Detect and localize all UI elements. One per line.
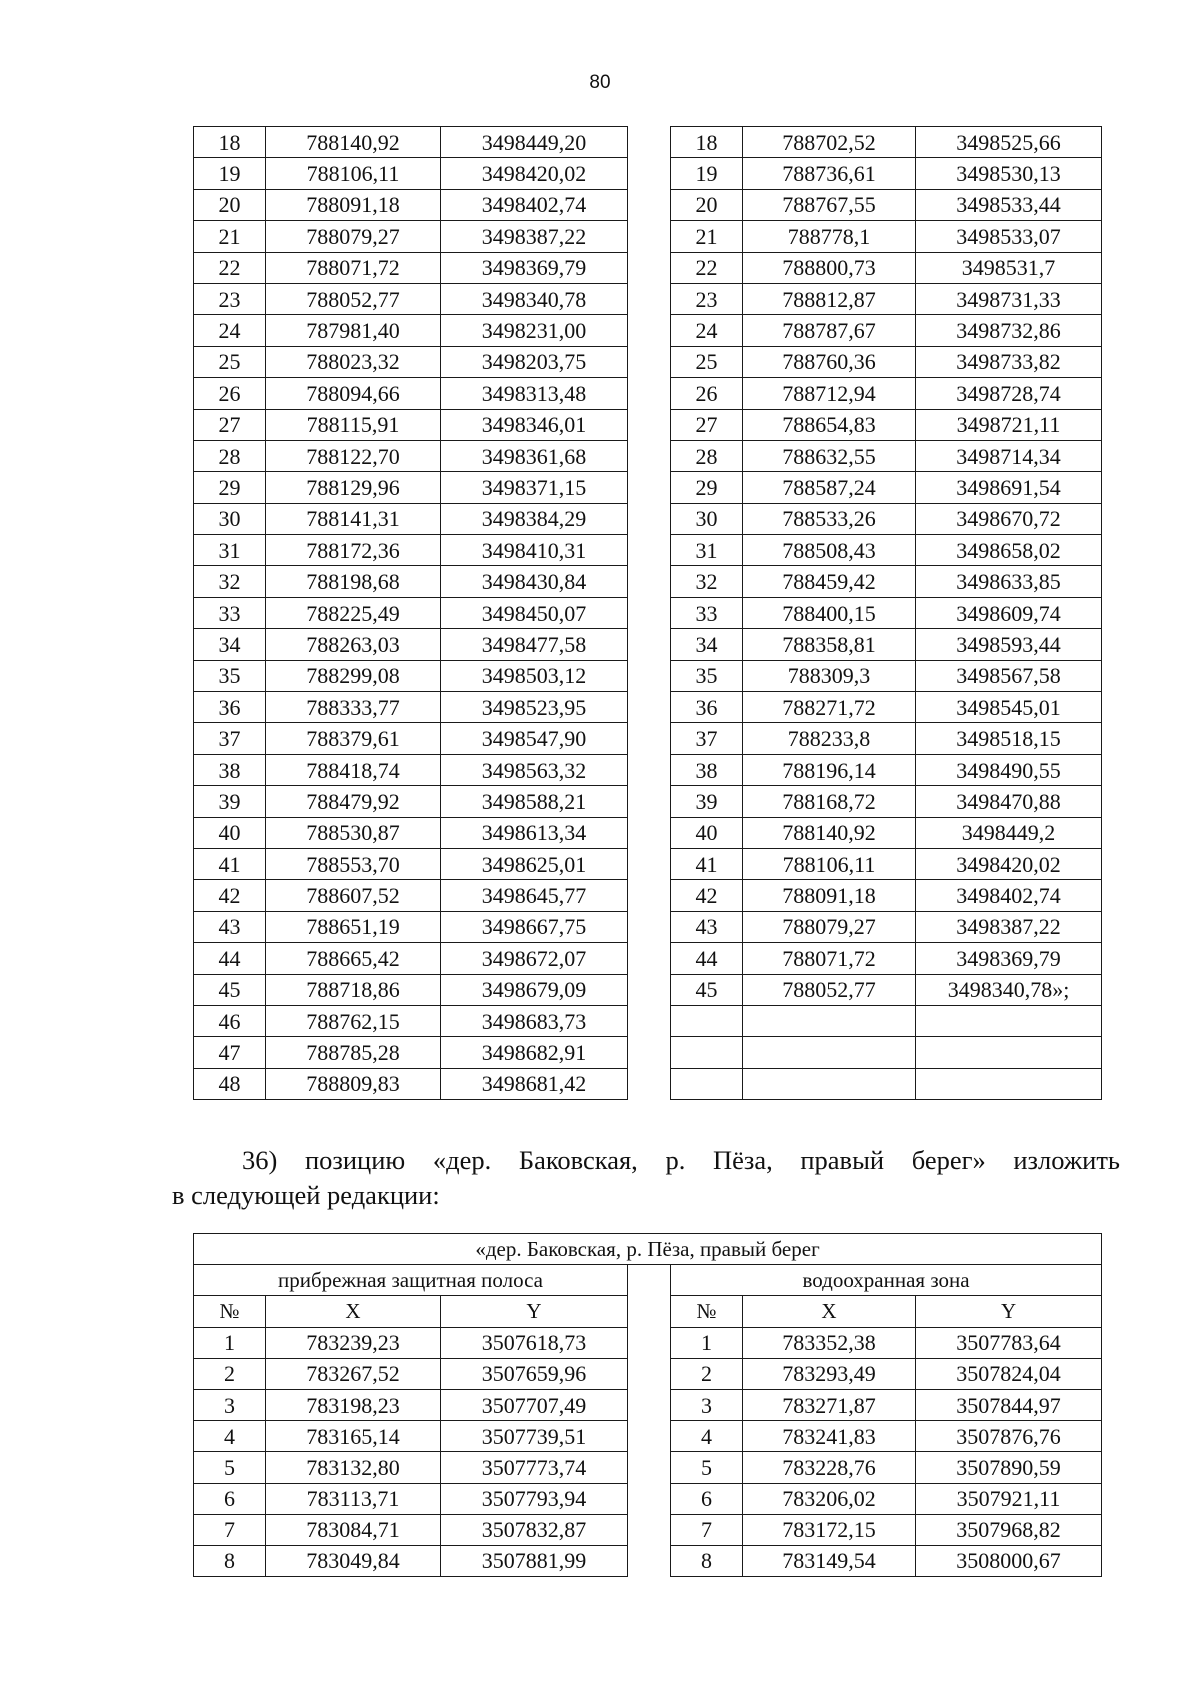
column-header-y: Y (441, 1296, 628, 1327)
left-coord-y-cell: 3498402,74 (441, 189, 628, 220)
right-point-number-cell (671, 1037, 743, 1068)
right-coord-x-cell: 788140,92 (743, 817, 916, 848)
left-point-number-cell: 47 (194, 1037, 266, 1068)
right-coord-x-cell: 788459,42 (743, 566, 916, 597)
right-coord-y-cell: 3498728,74 (916, 378, 1102, 409)
page-number: 80 (589, 72, 611, 93)
left-coord-x-cell: 788129,96 (266, 472, 441, 503)
left-point-number-cell: 41 (194, 848, 266, 879)
right-point-number-cell (671, 1005, 743, 1036)
left-coord-x-cell: 788762,15 (266, 1005, 441, 1036)
right-point-number-cell: 18 (671, 127, 743, 158)
right-coord-x-cell: 788654,83 (743, 409, 916, 440)
left-coord-x-cell: 783132,80 (266, 1452, 441, 1483)
column-header-number: № (194, 1296, 266, 1327)
column-header-x: X (743, 1296, 916, 1327)
right-point-number-cell: 34 (671, 629, 743, 660)
left-point-number-cell: 8 (194, 1545, 266, 1576)
right-coord-x-cell: 783206,02 (743, 1483, 916, 1514)
right-coord-y-cell: 3498420,02 (916, 848, 1102, 879)
left-coord-x-cell: 788172,36 (266, 535, 441, 566)
right-coord-x-cell: 788071,72 (743, 943, 916, 974)
left-point-number-cell: 36 (194, 692, 266, 723)
left-coord-y-cell: 3498477,58 (441, 629, 628, 660)
right-coord-x-cell: 783228,76 (743, 1452, 916, 1483)
left-coord-x-cell: 788225,49 (266, 597, 441, 628)
left-point-number-cell: 4 (194, 1421, 266, 1452)
left-coord-x-cell: 788530,87 (266, 817, 441, 848)
left-coord-x-cell: 788299,08 (266, 660, 441, 691)
left-point-number-cell: 46 (194, 1005, 266, 1036)
right-coord-x-cell: 788091,18 (743, 880, 916, 911)
right-point-number-cell: 35 (671, 660, 743, 691)
left-point-number-cell: 7 (194, 1514, 266, 1545)
left-point-number-cell: 43 (194, 911, 266, 942)
right-point-number-cell: 21 (671, 221, 743, 252)
left-coord-y-cell: 3498625,01 (441, 848, 628, 879)
left-coord-x-cell: 788263,03 (266, 629, 441, 660)
right-coord-x-cell: 788052,77 (743, 974, 916, 1005)
left-coord-y-cell: 3498313,48 (441, 378, 628, 409)
right-coord-y-cell: 3498470,88 (916, 786, 1102, 817)
right-coord-x-cell: 788079,27 (743, 911, 916, 942)
left-coord-x-cell: 787981,40 (266, 315, 441, 346)
left-coord-y-cell: 3498369,79 (441, 252, 628, 283)
right-point-number-cell (671, 1068, 743, 1099)
right-point-number-cell: 4 (671, 1421, 743, 1452)
right-coord-x-cell: 783271,87 (743, 1389, 916, 1420)
right-coord-x-cell: 788533,26 (743, 503, 916, 534)
right-coord-x-cell: 788168,72 (743, 786, 916, 817)
left-coord-y-cell: 3498645,77 (441, 880, 628, 911)
right-point-number-cell: 44 (671, 943, 743, 974)
right-coord-x-cell: 783241,83 (743, 1421, 916, 1452)
coastal-protective-strip-header: прибрежная защитная полоса (194, 1265, 628, 1296)
right-point-number-cell: 8 (671, 1545, 743, 1576)
left-coord-y-cell: 3498203,75 (441, 346, 628, 377)
right-coord-y-cell: 3498387,22 (916, 911, 1102, 942)
left-point-number-cell: 25 (194, 346, 266, 377)
left-coord-y-cell: 3498667,75 (441, 911, 628, 942)
right-coord-x-cell: 788767,55 (743, 189, 916, 220)
right-coord-x-cell: 788800,73 (743, 252, 916, 283)
left-coord-x-cell: 788718,86 (266, 974, 441, 1005)
right-coord-y-cell (916, 1037, 1102, 1068)
right-coord-y-cell: 3498633,85 (916, 566, 1102, 597)
left-coord-y-cell: 3507881,99 (441, 1545, 628, 1576)
left-point-number-cell: 26 (194, 378, 266, 409)
left-coord-y-cell: 3507793,94 (441, 1483, 628, 1514)
right-coord-x-cell: 788787,67 (743, 315, 916, 346)
right-point-number-cell: 29 (671, 472, 743, 503)
right-point-number-cell: 3 (671, 1389, 743, 1420)
right-coord-x-cell: 783172,15 (743, 1514, 916, 1545)
left-coord-y-cell: 3507707,49 (441, 1389, 628, 1420)
right-coord-x-cell: 788632,55 (743, 440, 916, 471)
right-coord-x-cell: 783352,38 (743, 1327, 916, 1358)
left-coord-y-cell: 3498588,21 (441, 786, 628, 817)
left-coord-y-cell: 3498682,91 (441, 1037, 628, 1068)
column-header-y: Y (916, 1296, 1102, 1327)
right-coord-y-cell: 3498732,86 (916, 315, 1102, 346)
left-point-number-cell: 19 (194, 158, 266, 189)
left-coord-x-cell: 783239,23 (266, 1327, 441, 1358)
left-coord-x-cell: 788553,70 (266, 848, 441, 879)
left-point-number-cell: 45 (194, 974, 266, 1005)
left-coord-x-cell: 788785,28 (266, 1037, 441, 1068)
left-point-number-cell: 32 (194, 566, 266, 597)
amendment-paragraph (172, 1143, 1120, 1213)
left-coord-y-cell: 3498346,01 (441, 409, 628, 440)
right-coord-x-cell: 788702,52 (743, 127, 916, 158)
left-point-number-cell: 18 (194, 127, 266, 158)
coordinates-table-continuation (193, 126, 1102, 1100)
right-coord-x-cell: 788400,15 (743, 597, 916, 628)
right-coord-y-cell: 3498369,79 (916, 943, 1102, 974)
right-point-number-cell: 33 (671, 597, 743, 628)
right-coord-y-cell: 3498531,7 (916, 252, 1102, 283)
right-point-number-cell: 45 (671, 974, 743, 1005)
right-point-number-cell: 43 (671, 911, 743, 942)
right-point-number-cell: 25 (671, 346, 743, 377)
right-coord-x-cell (743, 1037, 916, 1068)
left-coord-y-cell: 3498523,95 (441, 692, 628, 723)
right-coord-x-cell: 788106,11 (743, 848, 916, 879)
left-coord-x-cell: 788094,66 (266, 378, 441, 409)
right-coord-y-cell: 3507921,11 (916, 1483, 1102, 1514)
left-point-number-cell: 34 (194, 629, 266, 660)
left-coord-x-cell: 788479,92 (266, 786, 441, 817)
right-point-number-cell: 37 (671, 723, 743, 754)
right-coord-x-cell: 788508,43 (743, 535, 916, 566)
right-point-number-cell: 19 (671, 158, 743, 189)
left-coord-x-cell: 783165,14 (266, 1421, 441, 1452)
right-coord-x-cell: 788778,1 (743, 221, 916, 252)
right-coord-x-cell: 788812,87 (743, 283, 916, 314)
right-point-number-cell: 7 (671, 1514, 743, 1545)
left-coord-x-cell: 788809,83 (266, 1068, 441, 1099)
left-coord-y-cell: 3498387,22 (441, 221, 628, 252)
right-coord-x-cell: 788760,36 (743, 346, 916, 377)
table-row (194, 127, 1102, 158)
left-point-number-cell: 42 (194, 880, 266, 911)
left-point-number-cell: 35 (194, 660, 266, 691)
left-point-number-cell: 20 (194, 189, 266, 220)
table-title: «дер. Баковская, р. Пёза, правый берег (194, 1234, 1102, 1265)
left-coord-x-cell: 783113,71 (266, 1483, 441, 1514)
left-coord-x-cell: 783084,71 (266, 1514, 441, 1545)
left-point-number-cell: 23 (194, 283, 266, 314)
right-point-number-cell: 2 (671, 1358, 743, 1389)
right-coord-y-cell: 3507968,82 (916, 1514, 1102, 1545)
right-coord-y-cell: 3507844,97 (916, 1389, 1102, 1420)
left-coord-x-cell: 788071,72 (266, 252, 441, 283)
right-point-number-cell: 41 (671, 848, 743, 879)
left-coord-y-cell: 3498683,73 (441, 1005, 628, 1036)
right-point-number-cell: 40 (671, 817, 743, 848)
coordinates-table-new (193, 1233, 1102, 1577)
right-point-number-cell: 39 (671, 786, 743, 817)
right-coord-x-cell: 783149,54 (743, 1545, 916, 1576)
left-point-number-cell: 31 (194, 535, 266, 566)
right-point-number-cell: 1 (671, 1327, 743, 1358)
left-point-number-cell: 30 (194, 503, 266, 534)
left-coord-y-cell: 3498430,84 (441, 566, 628, 597)
left-coord-x-cell: 788651,19 (266, 911, 441, 942)
right-coord-x-cell: 788736,61 (743, 158, 916, 189)
right-coord-x-cell: 788233,8 (743, 723, 916, 754)
right-coord-y-cell: 3498449,2 (916, 817, 1102, 848)
left-point-number-cell: 22 (194, 252, 266, 283)
right-coord-y-cell: 3498567,58 (916, 660, 1102, 691)
paragraph-line-2: в следующей редакции: (172, 1180, 440, 1210)
column-header-number: № (671, 1296, 743, 1327)
right-coord-x-cell (743, 1068, 916, 1099)
left-coord-y-cell: 3498450,07 (441, 597, 628, 628)
left-point-number-cell: 29 (194, 472, 266, 503)
right-point-number-cell: 24 (671, 315, 743, 346)
column-gap (628, 1265, 671, 1577)
left-point-number-cell: 48 (194, 1068, 266, 1099)
left-coord-y-cell: 3507832,87 (441, 1514, 628, 1545)
left-coord-x-cell: 783049,84 (266, 1545, 441, 1576)
left-point-number-cell: 38 (194, 754, 266, 785)
left-coord-x-cell: 788106,11 (266, 158, 441, 189)
right-coord-y-cell: 3498545,01 (916, 692, 1102, 723)
left-coord-x-cell: 788122,70 (266, 440, 441, 471)
right-coord-x-cell: 788271,72 (743, 692, 916, 723)
left-coord-x-cell: 788141,31 (266, 503, 441, 534)
left-point-number-cell: 44 (194, 943, 266, 974)
left-coord-x-cell: 783267,52 (266, 1358, 441, 1389)
right-coord-x-cell: 788196,14 (743, 754, 916, 785)
right-coord-y-cell: 3498731,33 (916, 283, 1102, 314)
right-point-number-cell: 27 (671, 409, 743, 440)
left-point-number-cell: 5 (194, 1452, 266, 1483)
right-coord-y-cell: 3507890,59 (916, 1452, 1102, 1483)
right-point-number-cell: 6 (671, 1483, 743, 1514)
left-coord-y-cell: 3498681,42 (441, 1068, 628, 1099)
right-point-number-cell: 31 (671, 535, 743, 566)
left-point-number-cell: 24 (194, 315, 266, 346)
right-point-number-cell: 23 (671, 283, 743, 314)
left-coord-y-cell: 3498449,20 (441, 127, 628, 158)
right-coord-x-cell: 788712,94 (743, 378, 916, 409)
left-coord-y-cell: 3498672,07 (441, 943, 628, 974)
left-point-number-cell: 2 (194, 1358, 266, 1389)
left-coord-x-cell: 788091,18 (266, 189, 441, 220)
right-point-number-cell: 36 (671, 692, 743, 723)
right-coord-y-cell: 3498658,02 (916, 535, 1102, 566)
right-coord-x-cell: 783293,49 (743, 1358, 916, 1389)
left-coord-x-cell: 788198,68 (266, 566, 441, 597)
left-coord-y-cell: 3498563,32 (441, 754, 628, 785)
left-coord-y-cell: 3507739,51 (441, 1421, 628, 1452)
right-coord-y-cell: 3507824,04 (916, 1358, 1102, 1389)
left-point-number-cell: 33 (194, 597, 266, 628)
left-point-number-cell: 6 (194, 1483, 266, 1514)
right-point-number-cell: 5 (671, 1452, 743, 1483)
water-protection-zone-header: водоохранная зона (671, 1265, 1102, 1296)
right-coord-y-cell: 3498518,15 (916, 723, 1102, 754)
left-coord-y-cell: 3498361,68 (441, 440, 628, 471)
right-coord-y-cell: 3498525,66 (916, 127, 1102, 158)
right-point-number-cell: 26 (671, 378, 743, 409)
left-coord-x-cell: 788079,27 (266, 221, 441, 252)
left-point-number-cell: 1 (194, 1327, 266, 1358)
right-coord-y-cell (916, 1068, 1102, 1099)
right-coord-x-cell (743, 1005, 916, 1036)
left-coord-x-cell: 788115,91 (266, 409, 441, 440)
left-point-number-cell: 21 (194, 221, 266, 252)
left-coord-y-cell: 3498371,15 (441, 472, 628, 503)
left-coord-x-cell: 788140,92 (266, 127, 441, 158)
right-point-number-cell: 38 (671, 754, 743, 785)
right-coord-y-cell: 3498691,54 (916, 472, 1102, 503)
left-coord-x-cell: 783198,23 (266, 1389, 441, 1420)
left-coord-y-cell: 3498384,29 (441, 503, 628, 534)
right-coord-y-cell (916, 1005, 1102, 1036)
right-point-number-cell: 22 (671, 252, 743, 283)
left-coord-y-cell: 3498547,90 (441, 723, 628, 754)
right-coord-y-cell: 3498533,44 (916, 189, 1102, 220)
left-coord-x-cell: 788023,32 (266, 346, 441, 377)
right-coord-x-cell: 788309,3 (743, 660, 916, 691)
right-coord-y-cell: 3508000,67 (916, 1545, 1102, 1576)
left-point-number-cell: 3 (194, 1389, 266, 1420)
left-coord-y-cell: 3507618,73 (441, 1327, 628, 1358)
left-coord-x-cell: 788052,77 (266, 283, 441, 314)
left-point-number-cell: 28 (194, 440, 266, 471)
right-point-number-cell: 20 (671, 189, 743, 220)
column-gap (628, 127, 671, 1100)
right-coord-y-cell: 3498533,07 (916, 221, 1102, 252)
right-coord-y-cell: 3507783,64 (916, 1327, 1102, 1358)
right-coord-y-cell: 3507876,76 (916, 1421, 1102, 1452)
left-coord-x-cell: 788333,77 (266, 692, 441, 723)
right-coord-y-cell: 3498721,11 (916, 409, 1102, 440)
left-coord-y-cell: 3498410,31 (441, 535, 628, 566)
table-zone-header-row (194, 1265, 1102, 1296)
right-point-number-cell: 42 (671, 880, 743, 911)
right-coord-y-cell: 3498714,34 (916, 440, 1102, 471)
left-coord-y-cell: 3498503,12 (441, 660, 628, 691)
column-header-x: X (266, 1296, 441, 1327)
left-coord-x-cell: 788665,42 (266, 943, 441, 974)
right-coord-y-cell: 3498593,44 (916, 629, 1102, 660)
left-coord-y-cell: 3498679,09 (441, 974, 628, 1005)
left-point-number-cell: 27 (194, 409, 266, 440)
right-coord-y-cell: 3498340,78»; (916, 974, 1102, 1005)
left-coord-y-cell: 3507773,74 (441, 1452, 628, 1483)
left-point-number-cell: 40 (194, 817, 266, 848)
right-point-number-cell: 30 (671, 503, 743, 534)
left-point-number-cell: 39 (194, 786, 266, 817)
right-coord-y-cell: 3498402,74 (916, 880, 1102, 911)
right-point-number-cell: 28 (671, 440, 743, 471)
left-coord-y-cell: 3498420,02 (441, 158, 628, 189)
left-coord-x-cell: 788607,52 (266, 880, 441, 911)
left-coord-y-cell: 3498340,78 (441, 283, 628, 314)
right-coord-y-cell: 3498609,74 (916, 597, 1102, 628)
left-point-number-cell: 37 (194, 723, 266, 754)
left-coord-x-cell: 788379,61 (266, 723, 441, 754)
left-coord-x-cell: 788418,74 (266, 754, 441, 785)
right-coord-y-cell: 3498490,55 (916, 754, 1102, 785)
left-coord-y-cell: 3498613,34 (441, 817, 628, 848)
right-coord-y-cell: 3498530,13 (916, 158, 1102, 189)
right-coord-y-cell: 3498670,72 (916, 503, 1102, 534)
right-coord-x-cell: 788587,24 (743, 472, 916, 503)
left-coord-y-cell: 3507659,96 (441, 1358, 628, 1389)
paragraph-line-1: 36) позицию «дер. Баковская, р. Пёза, правый берег» изложить (242, 1145, 1120, 1175)
right-coord-y-cell: 3498733,82 (916, 346, 1102, 377)
right-point-number-cell: 32 (671, 566, 743, 597)
table-title-row (194, 1234, 1102, 1265)
right-coord-x-cell: 788358,81 (743, 629, 916, 660)
left-coord-y-cell: 3498231,00 (441, 315, 628, 346)
